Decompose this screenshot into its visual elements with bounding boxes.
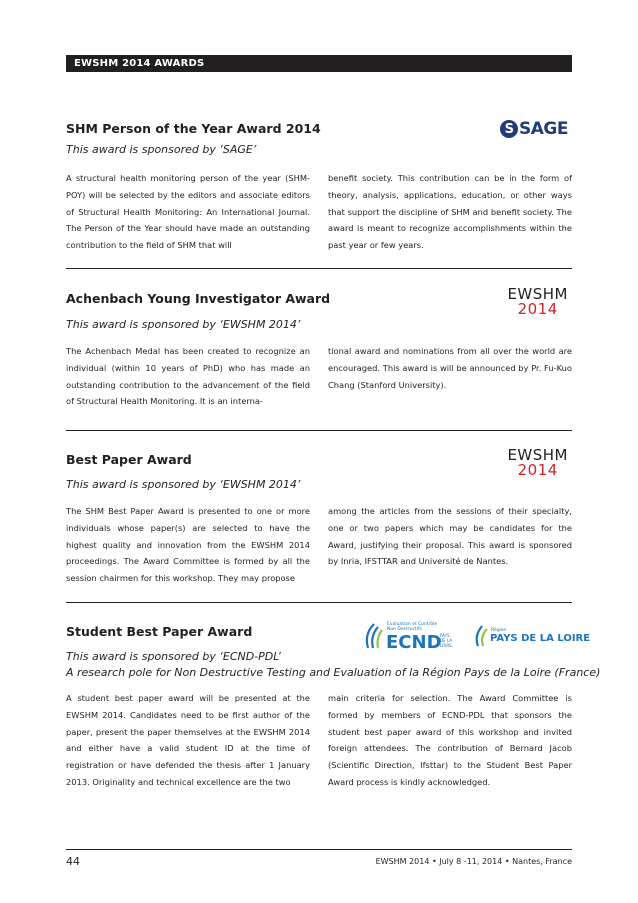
section-title: SHM Person of the Year Award 2014 (66, 121, 321, 136)
section-divider (66, 430, 572, 431)
ecnd-tag2: Non Destructifs (387, 627, 422, 632)
section-right-column: benefit society. This contribution can be in the form of theory, analysis, applications, education, or other ways that support the discipline of SHM and benefit society. The award is meant to recognize accomplishments within the past year or few years. (328, 173, 572, 251)
region-tag: Région (491, 628, 507, 633)
ecnd-arc-icon (378, 630, 383, 648)
footer-text: EWSHM 2014 • July 8 -11, 2014 • Nantes, France (375, 857, 572, 866)
ewshm-logo (507, 448, 568, 478)
section-left-column: The SHM Best Paper Award is presented to one or more individuals whose paper(s) are selected to have the highest quality and innovation from the EWSHM 2014 proceedings. The Award Committee is formed by all the session chairmen for this workshop. They may propose (66, 506, 310, 584)
section-left-column: A structural health monitoring person of the year (SHM-POY) will be selected by the editors and associate editors of Structural Health Monitoring: An International Journal. The Person of the Year should have made an outstanding contribution to the field of SHM that will (66, 173, 310, 251)
ecnd-side3: LOIRE (440, 643, 452, 648)
sage-badge-icon: S (500, 120, 518, 138)
ewshm-logo-line2: 2014 (517, 300, 558, 318)
sage-logo-text: SAGE (519, 119, 568, 139)
section-left-column: A student best paper award will be presented at the EWSHM 2014. Candidates need to be first author of the paper, present the paper themselves at the EWSHM 2014 and either have a valid student ID at the time of registration or have defended the thesis after 1 January 2013. Originality and technical excellence are the two (66, 693, 310, 787)
ecnd-pdl-logo (362, 620, 591, 653)
section-title: Best Paper Award (66, 452, 192, 467)
ewshm-logo-line2: 2014 (517, 461, 558, 479)
sage-logo (500, 119, 568, 139)
section-sponsor-description: A research pole for Non Destructive Testing and Evaluation of la Région Pays de la Loire (France) (66, 666, 601, 679)
section-right-column: tional award and nominations from all over the world are encouraged. This award is will be announced by Pr. Fu-Kuo Chang (Stanford University). (328, 346, 572, 390)
ecnd-side1: PAYS (440, 633, 450, 638)
section-divider (66, 602, 572, 603)
page-header-title: EWSHM 2014 AWARDS (74, 58, 205, 69)
section-divider (66, 268, 572, 269)
ecnd-side2: DE LA (440, 638, 452, 643)
ewshm-logo (507, 287, 568, 317)
section-sponsor: This award is sponsored by ‘ECND-PDL’ (66, 650, 281, 663)
ecnd-wordmark: ECND (386, 632, 442, 653)
section-title: Achenbach Young Investigator Award (66, 291, 331, 306)
section-right-column: among the articles from the sessions of their specialty, one or two papers which may be candidates for the Award, justifying their proposal. This award is sponsored by Inria, IFSTTAR and Université de Nantes. (328, 506, 572, 567)
region-arc-icon (482, 629, 487, 646)
ecnd-tag1: Evaluation et Contrôle (387, 622, 438, 627)
page-number: 44 (66, 855, 80, 868)
footer-divider (66, 849, 572, 850)
section-sponsor: This award is sponsored by ‘EWSHM 2014’ (66, 478, 301, 491)
section-left-column: The Achenbach Medal has been created to recognize an individual (within 10 years of PhD) who has made an outstanding contribution to the advancement of the field of Structural Health Monitoring. It is an interna- (66, 346, 310, 407)
section-title: Student Best Paper Award (66, 624, 253, 639)
ewshm-logo-line1: EWSHM (507, 285, 568, 303)
page-header-bar (66, 55, 572, 72)
region-name: PAYS DE LA LOIRE (490, 633, 591, 644)
section-sponsor: This award is sponsored by ‘EWSHM 2014’ (66, 318, 301, 331)
section-right-column: main criteria for selection. The Award Committee is formed by members of ECND-PDL that sponsors the student best paper award of this workshop and invited foreign attendees. The contribution of Bernard Jacob (Scientific Direction, Ifsttar) to the Student Best Paper Award process is kindly acknowledged. (328, 693, 572, 787)
section-sponsor: This award is sponsored by ‘SAGE’ (66, 143, 257, 156)
ewshm-logo-line1: EWSHM (507, 446, 568, 464)
